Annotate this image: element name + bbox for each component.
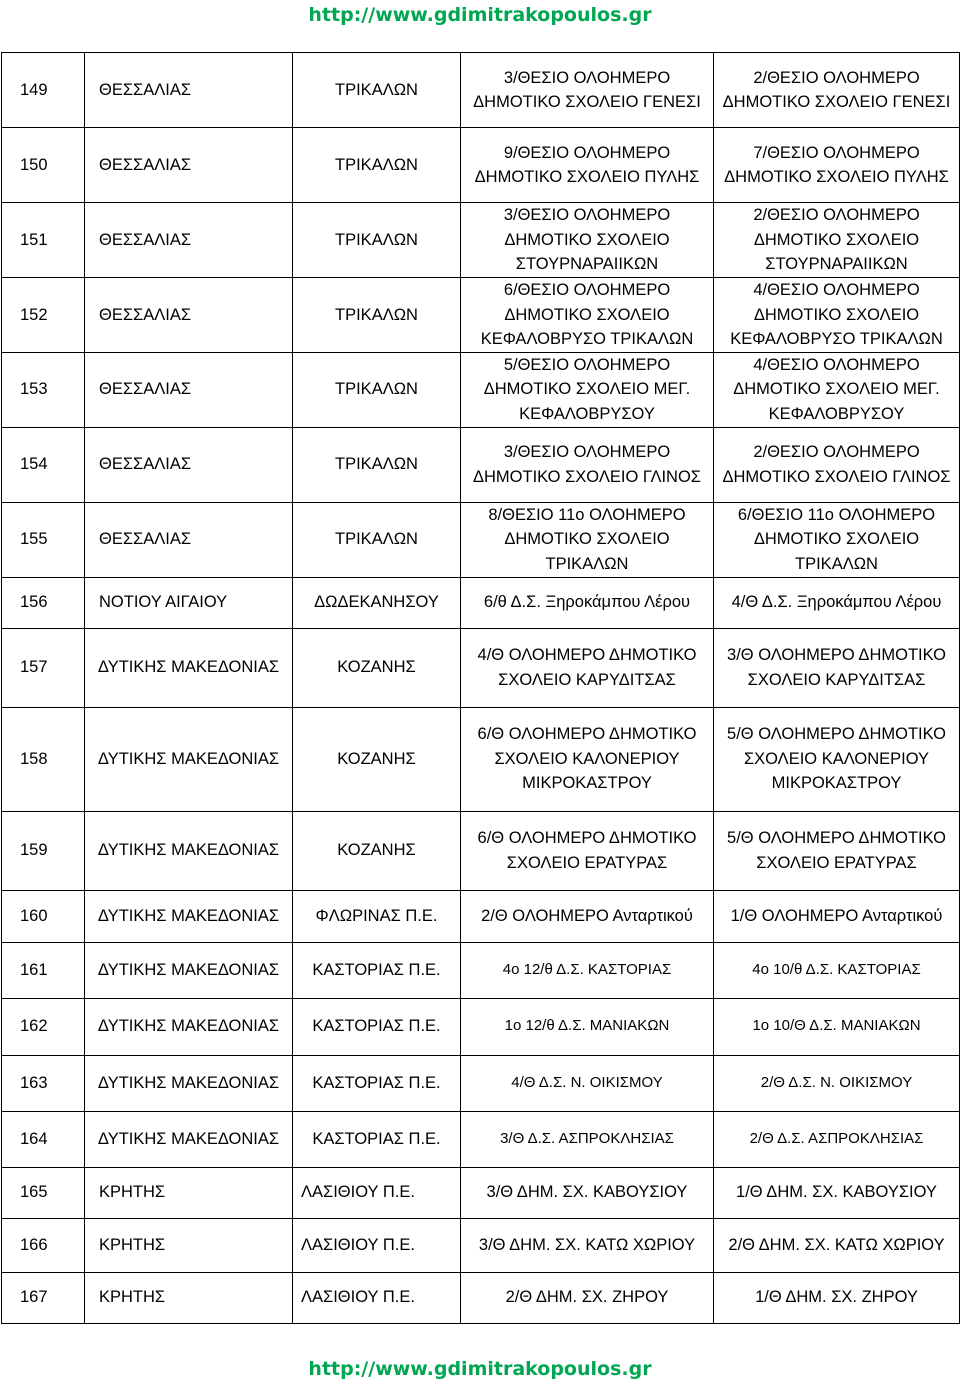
school-from-cell: 4ο 12/θ Δ.Σ. ΚΑΣΤΟΡΙΑΣ xyxy=(461,942,714,998)
table-row xyxy=(2,1272,960,1323)
school-from-cell: 6/θ Δ.Σ. Ξηροκάμπου Λέρου xyxy=(461,577,714,628)
region-cell: ΘΕΣΣΑΛΙΑΣ xyxy=(85,203,293,278)
prefecture-cell: ΤΡΙΚΑΛΩΝ xyxy=(293,278,461,353)
region-cell: ΔΥΤΙΚΗΣ ΜΑΚΕΔΟΝΙΑΣ xyxy=(85,707,293,811)
prefecture-cell: ΛΑΣΙΘΙΟΥ Π.Ε. xyxy=(293,1272,461,1323)
school-from-cell: 3/Θ ΔΗΜ. ΣΧ. ΚΑΤΩ ΧΩΡΙΟΥ xyxy=(461,1218,714,1272)
table-row xyxy=(2,427,960,502)
school-to-cell: 4/Θ Δ.Σ. Ξηροκάμπου Λέρου xyxy=(714,577,960,628)
site-url-header[interactable]: http://www.gdimitrakopoulos.gr xyxy=(308,4,652,26)
prefecture-cell: ΦΛΩΡΙΝΑΣ Π.Ε. xyxy=(293,890,461,942)
school-from-cell: 3/Θ ΔΗΜ. ΣΧ. ΚΑΒΟΥΣΙΟΥ xyxy=(461,1167,714,1218)
row-number: 165 xyxy=(2,1167,85,1218)
prefecture-cell: ΤΡΙΚΑΛΩΝ xyxy=(293,502,461,577)
region-cell: ΔΥΤΙΚΗΣ ΜΑΚΕΔΟΝΙΑΣ xyxy=(85,942,293,998)
region-cell: ΘΕΣΣΑΛΙΑΣ xyxy=(85,278,293,353)
region-cell: ΔΥΤΙΚΗΣ ΜΑΚΕΔΟΝΙΑΣ xyxy=(85,1111,293,1167)
school-from-cell: 6/Θ ΟΛΟΗΜΕΡΟ ΔΗΜΟΤΙΚΟ ΣΧΟΛΕΙΟ ΚΑΛΟΝΕΡΙΟΥ ΜΙΚΡΟΚΑΣΤΡΟΥ xyxy=(461,707,714,811)
region-cell: ΘΕΣΣΑΛΙΑΣ xyxy=(85,128,293,203)
prefecture-cell: ΤΡΙΚΑΛΩΝ xyxy=(293,352,461,427)
row-number: 149 xyxy=(2,53,85,128)
prefecture-cell: ΤΡΙΚΑΛΩΝ xyxy=(293,427,461,502)
row-number: 158 xyxy=(2,707,85,811)
school-to-cell: 2/ΘΕΣΙΟ ΟΛΟΗΜΕΡΟ ΔΗΜΟΤΙΚΟ ΣΧΟΛΕΙΟ ΓΛΙΝΟΣ xyxy=(714,427,960,502)
school-to-cell: 2/Θ Δ.Σ. Ν. ΟΙΚΙΣΜΟΥ xyxy=(714,1055,960,1111)
school-from-cell: 6/Θ ΟΛΟΗΜΕΡΟ ΔΗΜΟΤΙΚΟ ΣΧΟΛΕΙΟ ΕΡΑΤΥΡΑΣ xyxy=(461,811,714,890)
prefecture-cell: ΚΑΣΤΟΡΙΑΣ Π.Ε. xyxy=(293,942,461,998)
school-from-cell: 9/ΘΕΣΙΟ ΟΛΟΗΜΕΡΟ ΔΗΜΟΤΙΚΟ ΣΧΟΛΕΙΟ ΠΥΛΗΣ xyxy=(461,128,714,203)
table-row xyxy=(2,1218,960,1272)
row-number: 151 xyxy=(2,203,85,278)
prefecture-cell: ΤΡΙΚΑΛΩΝ xyxy=(293,203,461,278)
row-number: 164 xyxy=(2,1111,85,1167)
table-row xyxy=(2,203,960,278)
school-to-cell: 4ο 10/θ Δ.Σ. ΚΑΣΤΟΡΙΑΣ xyxy=(714,942,960,998)
table-row xyxy=(2,128,960,203)
prefecture-cell: ΛΑΣΙΘΙΟΥ Π.Ε. xyxy=(293,1167,461,1218)
school-from-cell: 3/ΘΕΣΙΟ ΟΛΟΗΜΕΡΟ ΔΗΜΟΤΙΚΟ ΣΧΟΛΕΙΟ ΓΕΝΕΣΙ xyxy=(461,53,714,128)
table-row xyxy=(2,890,960,942)
school-from-cell: 5/ΘΕΣΙΟ ΟΛΟΗΜΕΡΟ ΔΗΜΟΤΙΚΟ ΣΧΟΛΕΙΟ ΜΕΓ. ΚΕΦΑΛΟΒΡΥΣΟΥ xyxy=(461,352,714,427)
table-row xyxy=(2,352,960,427)
row-number: 150 xyxy=(2,128,85,203)
row-number: 157 xyxy=(2,628,85,707)
school-to-cell: 7/ΘΕΣΙΟ ΟΛΟΗΜΕΡΟ ΔΗΜΟΤΙΚΟ ΣΧΟΛΕΙΟ ΠΥΛΗΣ xyxy=(714,128,960,203)
school-to-cell: 2/Θ Δ.Σ. ΑΣΠΡΟΚΛΗΣΙΑΣ xyxy=(714,1111,960,1167)
schools-table xyxy=(1,52,960,1324)
school-from-cell: 8/ΘΕΣΙΟ 11ο ΟΛΟΗΜΕΡΟ ΔΗΜΟΤΙΚΟ ΣΧΟΛΕΙΟ ΤΡΙΚΑΛΩΝ xyxy=(461,502,714,577)
region-cell: ΝΟΤΙΟΥ ΑΙΓΑΙΟΥ xyxy=(85,577,293,628)
region-cell: ΔΥΤΙΚΗΣ ΜΑΚΕΔΟΝΙΑΣ xyxy=(85,890,293,942)
row-number: 154 xyxy=(2,427,85,502)
prefecture-cell: ΚΑΣΤΟΡΙΑΣ Π.Ε. xyxy=(293,1111,461,1167)
prefecture-cell: ΚΟΖΑΝΗΣ xyxy=(293,811,461,890)
table-row xyxy=(2,811,960,890)
school-to-cell: 6/ΘΕΣΙΟ 11ο ΟΛΟΗΜΕΡΟ ΔΗΜΟΤΙΚΟ ΣΧΟΛΕΙΟ ΤΡΙΚΑΛΩΝ xyxy=(714,502,960,577)
table-row xyxy=(2,707,960,811)
table-row xyxy=(2,577,960,628)
school-to-cell: 5/Θ ΟΛΟΗΜΕΡΟ ΔΗΜΟΤΙΚΟ ΣΧΟΛΕΙΟ ΚΑΛΟΝΕΡΙΟΥ ΜΙΚΡΟΚΑΣΤΡΟΥ xyxy=(714,707,960,811)
prefecture-cell: ΔΩΔΕΚΑΝΗΣΟΥ xyxy=(293,577,461,628)
school-to-cell: 2/Θ ΔΗΜ. ΣΧ. ΚΑΤΩ ΧΩΡΙΟΥ xyxy=(714,1218,960,1272)
row-number: 156 xyxy=(2,577,85,628)
region-cell: ΚΡΗΤΗΣ xyxy=(85,1272,293,1323)
row-number: 153 xyxy=(2,352,85,427)
prefecture-cell: ΛΑΣΙΘΙΟΥ Π.Ε. xyxy=(293,1218,461,1272)
school-to-cell: 4/ΘΕΣΙΟ ΟΛΟΗΜΕΡΟ ΔΗΜΟΤΙΚΟ ΣΧΟΛΕΙΟ ΚΕΦΑΛΟΒΡΥΣΟ ΤΡΙΚΑΛΩΝ xyxy=(714,278,960,353)
school-to-cell: 1ο 10/Θ Δ.Σ. ΜΑΝΙΑΚΩΝ xyxy=(714,998,960,1055)
school-from-cell: 3/ΘΕΣΙΟ ΟΛΟΗΜΕΡΟ ΔΗΜΟΤΙΚΟ ΣΧΟΛΕΙΟ ΣΤΟΥΡΝΑΡΑΙΙΚΩΝ xyxy=(461,203,714,278)
school-to-cell: 3/Θ ΟΛΟΗΜΕΡΟ ΔΗΜΟΤΙΚΟ ΣΧΟΛΕΙΟ ΚΑΡΥΔΙΤΣΑΣ xyxy=(714,628,960,707)
region-cell: ΚΡΗΤΗΣ xyxy=(85,1218,293,1272)
table-row xyxy=(2,1111,960,1167)
row-number: 160 xyxy=(2,890,85,942)
school-from-cell: 1ο 12/θ Δ.Σ. ΜΑΝΙΑΚΩΝ xyxy=(461,998,714,1055)
prefecture-cell: ΤΡΙΚΑΛΩΝ xyxy=(293,128,461,203)
school-from-cell: 2/Θ ΔΗΜ. ΣΧ. ΖΗΡΟΥ xyxy=(461,1272,714,1323)
school-from-cell: 4/Θ ΟΛΟΗΜΕΡΟ ΔΗΜΟΤΙΚΟ ΣΧΟΛΕΙΟ ΚΑΡΥΔΙΤΣΑΣ xyxy=(461,628,714,707)
row-number: 163 xyxy=(2,1055,85,1111)
row-number: 167 xyxy=(2,1272,85,1323)
table-row xyxy=(2,628,960,707)
region-cell: ΚΡΗΤΗΣ xyxy=(85,1167,293,1218)
region-cell: ΔΥΤΙΚΗΣ ΜΑΚΕΔΟΝΙΑΣ xyxy=(85,628,293,707)
table-row xyxy=(2,1055,960,1111)
school-from-cell: 2/Θ ΟΛΟΗΜΕΡΟ Ανταρτικού xyxy=(461,890,714,942)
school-from-cell: 6/ΘΕΣΙΟ ΟΛΟΗΜΕΡΟ ΔΗΜΟΤΙΚΟ ΣΧΟΛΕΙΟ ΚΕΦΑΛΟΒΡΥΣΟ ΤΡΙΚΑΛΩΝ xyxy=(461,278,714,353)
row-number: 159 xyxy=(2,811,85,890)
school-to-cell: 5/Θ ΟΛΟΗΜΕΡΟ ΔΗΜΟΤΙΚΟ ΣΧΟΛΕΙΟ ΕΡΑΤΥΡΑΣ xyxy=(714,811,960,890)
row-number: 162 xyxy=(2,998,85,1055)
prefecture-cell: ΤΡΙΚΑΛΩΝ xyxy=(293,53,461,128)
table-row xyxy=(2,278,960,353)
row-number: 166 xyxy=(2,1218,85,1272)
prefecture-cell: ΚΟΖΑΝΗΣ xyxy=(293,707,461,811)
region-cell: ΔΥΤΙΚΗΣ ΜΑΚΕΔΟΝΙΑΣ xyxy=(85,998,293,1055)
table-row xyxy=(2,942,960,998)
school-to-cell: 4/ΘΕΣΙΟ ΟΛΟΗΜΕΡΟ ΔΗΜΟΤΙΚΟ ΣΧΟΛΕΙΟ ΜΕΓ. ΚΕΦΑΛΟΒΡΥΣΟΥ xyxy=(714,352,960,427)
region-cell: ΔΥΤΙΚΗΣ ΜΑΚΕΔΟΝΙΑΣ xyxy=(85,811,293,890)
school-to-cell: 2/ΘΕΣΙΟ ΟΛΟΗΜΕΡΟ ΔΗΜΟΤΙΚΟ ΣΧΟΛΕΙΟ ΣΤΟΥΡΝΑΡΑΙΙΚΩΝ xyxy=(714,203,960,278)
row-number: 161 xyxy=(2,942,85,998)
table-row xyxy=(2,998,960,1055)
school-from-cell: 4/Θ Δ.Σ. Ν. ΟΙΚΙΣΜΟΥ xyxy=(461,1055,714,1111)
school-from-cell: 3/ΘΕΣΙΟ ΟΛΟΗΜΕΡΟ ΔΗΜΟΤΙΚΟ ΣΧΟΛΕΙΟ ΓΛΙΝΟΣ xyxy=(461,427,714,502)
site-url-footer[interactable]: http://www.gdimitrakopoulos.gr xyxy=(308,1358,652,1380)
row-number: 152 xyxy=(2,278,85,353)
prefecture-cell: ΚΑΣΤΟΡΙΑΣ Π.Ε. xyxy=(293,998,461,1055)
table-row xyxy=(2,53,960,128)
school-to-cell: 1/Θ ΔΗΜ. ΣΧ. ΖΗΡΟΥ xyxy=(714,1272,960,1323)
region-cell: ΘΕΣΣΑΛΙΑΣ xyxy=(85,427,293,502)
prefecture-cell: ΚΑΣΤΟΡΙΑΣ Π.Ε. xyxy=(293,1055,461,1111)
school-to-cell: 2/ΘΕΣΙΟ ΟΛΟΗΜΕΡΟ ΔΗΜΟΤΙΚΟ ΣΧΟΛΕΙΟ ΓΕΝΕΣΙ xyxy=(714,53,960,128)
table-row xyxy=(2,1167,960,1218)
school-to-cell: 1/Θ ΔΗΜ. ΣΧ. ΚΑΒΟΥΣΙΟΥ xyxy=(714,1167,960,1218)
region-cell: ΘΕΣΣΑΛΙΑΣ xyxy=(85,352,293,427)
row-number: 155 xyxy=(2,502,85,577)
region-cell: ΘΕΣΣΑΛΙΑΣ xyxy=(85,53,293,128)
school-from-cell: 3/Θ Δ.Σ. ΑΣΠΡΟΚΛΗΣΙΑΣ xyxy=(461,1111,714,1167)
region-cell: ΔΥΤΙΚΗΣ ΜΑΚΕΔΟΝΙΑΣ xyxy=(85,1055,293,1111)
prefecture-cell: ΚΟΖΑΝΗΣ xyxy=(293,628,461,707)
school-to-cell: 1/Θ ΟΛΟΗΜΕΡΟ Ανταρτικού xyxy=(714,890,960,942)
table-row xyxy=(2,502,960,577)
region-cell: ΘΕΣΣΑΛΙΑΣ xyxy=(85,502,293,577)
